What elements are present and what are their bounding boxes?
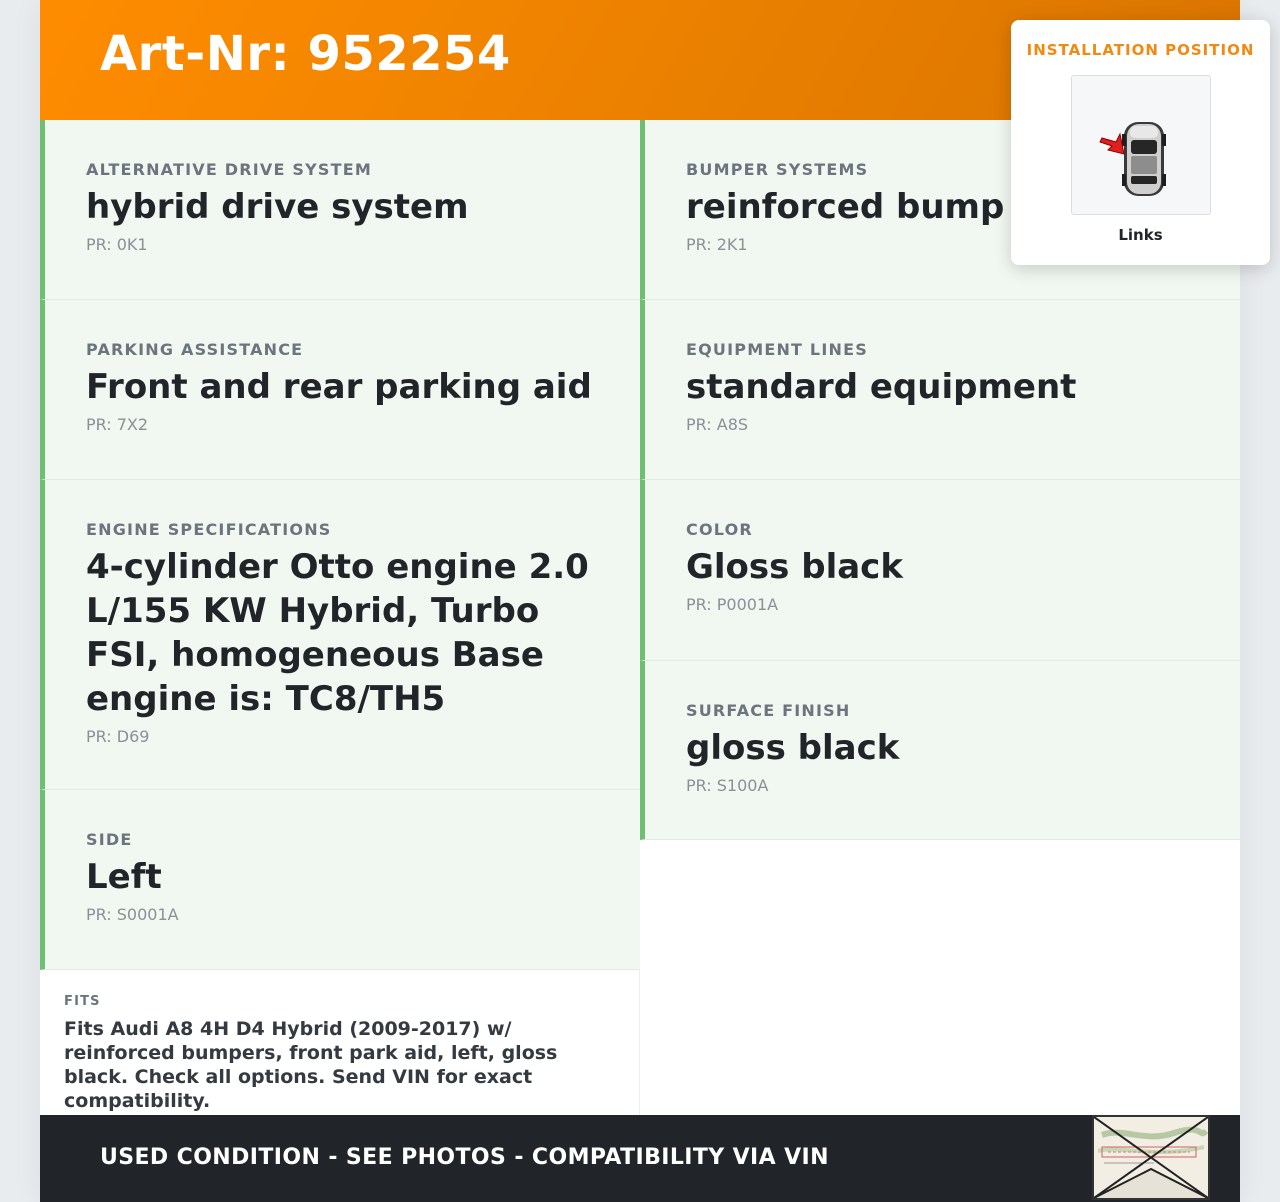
spec-pr-code: PR: S0001A [86,905,179,924]
spec-column-left [40,120,640,970]
car-diagram [1072,76,1212,216]
spec-label: ENGINE SPECIFICATIONS [86,520,332,539]
spec-value: gloss black [686,728,900,768]
spec-pr-code: PR: 2K1 [686,235,748,254]
spec-label: SURFACE FINISH [686,701,851,720]
spec-pr-code: PR: S100A [686,776,769,795]
spec-label: PARKING ASSISTANCE [86,340,304,359]
spec-cell [640,300,1240,480]
installation-caption: Links [1118,226,1163,244]
footer-notice: USED CONDITION - SEE PHOTOS - COMPATIBILITY VIA VIN [100,1145,829,1170]
spec-pr-code: PR: 7X2 [86,415,149,434]
fits-description: Fits Audi A8 4H D4 Hybrid (2009-2017) w/ reinforced bumpers, front park aid, left, gloss black. Check all options. Send VIN for exact compatibility. [64,1018,558,1112]
spec-value: reinforced bump [686,187,1005,227]
spec-value: hybrid drive system [86,187,469,227]
spec-cell [640,661,1240,840]
spec-value: 4-cylinder Otto engine 2.0 L/155 KW Hybrid, Turbo FSI, homogeneous Base engine is: TC8/TH5 [86,547,589,719]
listing-page [40,0,1255,1202]
spec-pr-code: PR: P0001A [686,595,779,614]
spec-value: standard equipment [686,367,1077,407]
installation-position-card [1011,20,1270,265]
spec-cell [40,790,640,970]
spec-label: COLOR [686,520,753,539]
spec-cell [40,300,640,480]
spec-pr-code: PR: A8S [686,415,749,434]
spec-label: EQUIPMENT LINES [686,340,868,359]
installation-title: INSTALLATION POSITION [1026,41,1255,59]
spec-pr-code: PR: D69 [86,727,150,746]
spec-label: BUMPER SYSTEMS [686,160,869,179]
spec-pr-code: PR: 0K1 [86,235,148,254]
spec-cell [40,120,640,300]
spec-value: Gloss black [686,547,903,587]
spec-label: ALTERNATIVE DRIVE SYSTEM [86,160,373,179]
fits-label: FITS [64,994,101,1009]
spec-label: SIDE [86,830,133,849]
stamp-image [1094,1117,1208,1198]
stamp-thumbnail [1092,1115,1210,1200]
spec-value: Left [86,857,162,897]
fits-section [40,970,640,1115]
footer-bar [40,1115,1240,1202]
spec-value: Front and rear parking aid [86,367,592,407]
car-top-view-icon [1071,75,1211,215]
spec-cell [640,480,1240,661]
spec-cell [40,480,640,790]
article-number: Art-Nr: 952254 [100,26,511,82]
